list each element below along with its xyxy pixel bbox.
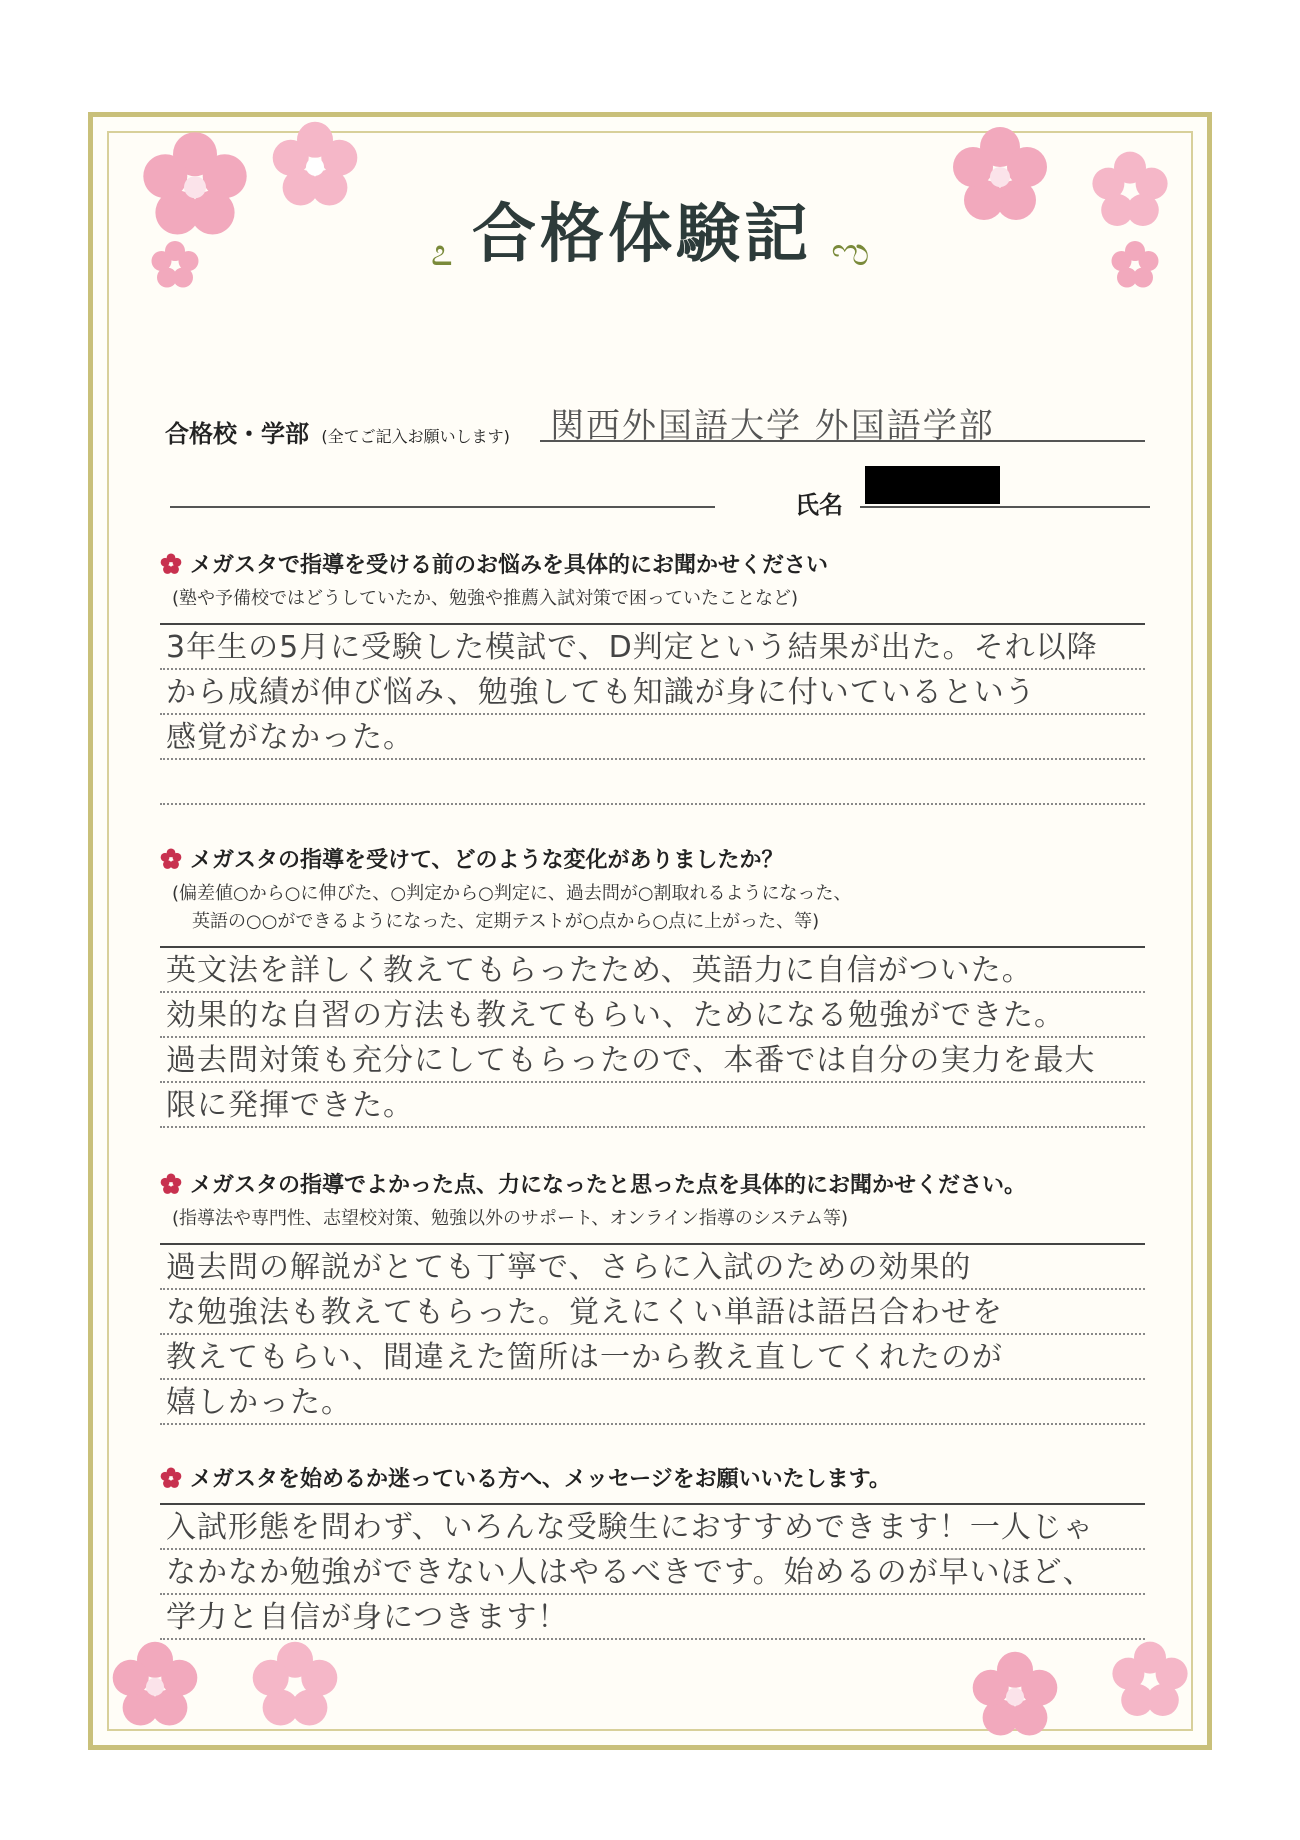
answer-line (160, 760, 1145, 805)
section-worries (160, 548, 1145, 805)
cherry-blossom-icon (1110, 1640, 1190, 1720)
cherry-blossom-icon (270, 120, 360, 210)
answer-line: 教えてもらい、間違えた箇所は一から教え直してくれたのが (160, 1335, 1145, 1380)
section-title: メガスタの指導でよかった点、力になったと思った点を具体的にお聞かせください。 (190, 1173, 1027, 1198)
section-title: メガスタの指導を受けて、どのような変化がありましたか？ (190, 848, 784, 873)
school-value: 関西外国語大学 外国語学部 (550, 406, 995, 446)
answer-line: 3年生の5月に受験した模試で、D判定という結果が出た。それ以降 (160, 625, 1145, 670)
answer-line: 過去問対策も充分にしてもらったので、本番では自分の実力を最大 (160, 1038, 1145, 1083)
answer-box (160, 1243, 1145, 1425)
cherry-blossom-icon (250, 1640, 340, 1730)
cherry-blossom-icon (140, 130, 250, 240)
school-field-row (165, 414, 510, 449)
answer-box (160, 946, 1145, 1128)
answer-line: から成績が伸び悩み、勉強しても知識が身に付いているという (160, 670, 1145, 715)
cherry-blossom-icon (1090, 150, 1170, 230)
answer-line: なかなか勉強ができない人はやるべきです。始めるのが早いほど、 (160, 1550, 1145, 1595)
flower-bullet-icon (160, 1467, 182, 1489)
section-subtitle: (偏差値○から○に伸びた、○判定から○判定に、過去問が○割取れるようになった、 (172, 883, 852, 904)
cherry-blossom-icon (150, 240, 200, 290)
page-title: 合格体験記 (472, 197, 813, 272)
section-subtitle: (指導法や専門性、志望校対策、勉強以外のサポート、オンライン指導のシステム等) (172, 1208, 849, 1229)
flourish-left-icon: ೭ (430, 228, 453, 275)
extra-underline (170, 506, 715, 508)
answer-box (160, 1503, 1145, 1640)
answer-line: な勉強法も教えてもらった。覚えにくい単語は語呂合わせを (160, 1290, 1145, 1335)
school-label: 合格校・学部 (165, 420, 309, 448)
flourish-right-icon: ಌ (831, 228, 870, 275)
section-subtitle: 英語の○○ができるようになった、定期テストが○点から○点に上がった、等) (192, 911, 820, 932)
answer-line: 英文法を詳しく教えてもらったため、英語力に自信がついた。 (160, 948, 1145, 993)
school-note: (全てご記入お願いします) (321, 427, 510, 446)
section-title: メガスタで指導を受ける前のお悩みを具体的にお聞かせください (190, 553, 829, 578)
section-title: メガスタを始めるか迷っている方へ、メッセージをお願いいたします。 (190, 1467, 891, 1492)
cherry-blossom-icon (1110, 240, 1160, 290)
cherry-blossom-icon (110, 1640, 200, 1730)
answer-line: 嬉しかった。 (160, 1380, 1145, 1425)
cherry-blossom-icon (950, 125, 1050, 225)
answer-line: 限に発揮できた。 (160, 1083, 1145, 1128)
answer-box (160, 623, 1145, 805)
answer-line: 効果的な自習の方法も教えてもらい、ためになる勉強ができた。 (160, 993, 1145, 1038)
section-subtitle: (塾や予備校ではどうしていたか、勉強や推薦入試対策で困っていたことなど) (172, 588, 799, 609)
name-label: 氏名 (795, 491, 843, 519)
name-redacted (865, 466, 1000, 504)
section-message (160, 1462, 1145, 1640)
answer-line: 学力と自信が身につきます！ (160, 1595, 1145, 1640)
answer-line: 感覚がなかった。 (160, 715, 1145, 760)
flower-bullet-icon (160, 1173, 182, 1195)
answer-line: 過去問の解説がとても丁寧で、さらに入試のための効果的 (160, 1245, 1145, 1290)
section-changes (160, 843, 1145, 1128)
name-underline (860, 506, 1150, 508)
school-underline (540, 440, 1145, 442)
flower-bullet-icon (160, 553, 182, 575)
answer-line: 入試形態を問わず、いろんな受験生におすすめできます！一人じゃ (160, 1505, 1145, 1550)
flower-bullet-icon (160, 848, 182, 870)
cherry-blossom-icon (970, 1650, 1060, 1740)
section-good-points (160, 1168, 1145, 1425)
